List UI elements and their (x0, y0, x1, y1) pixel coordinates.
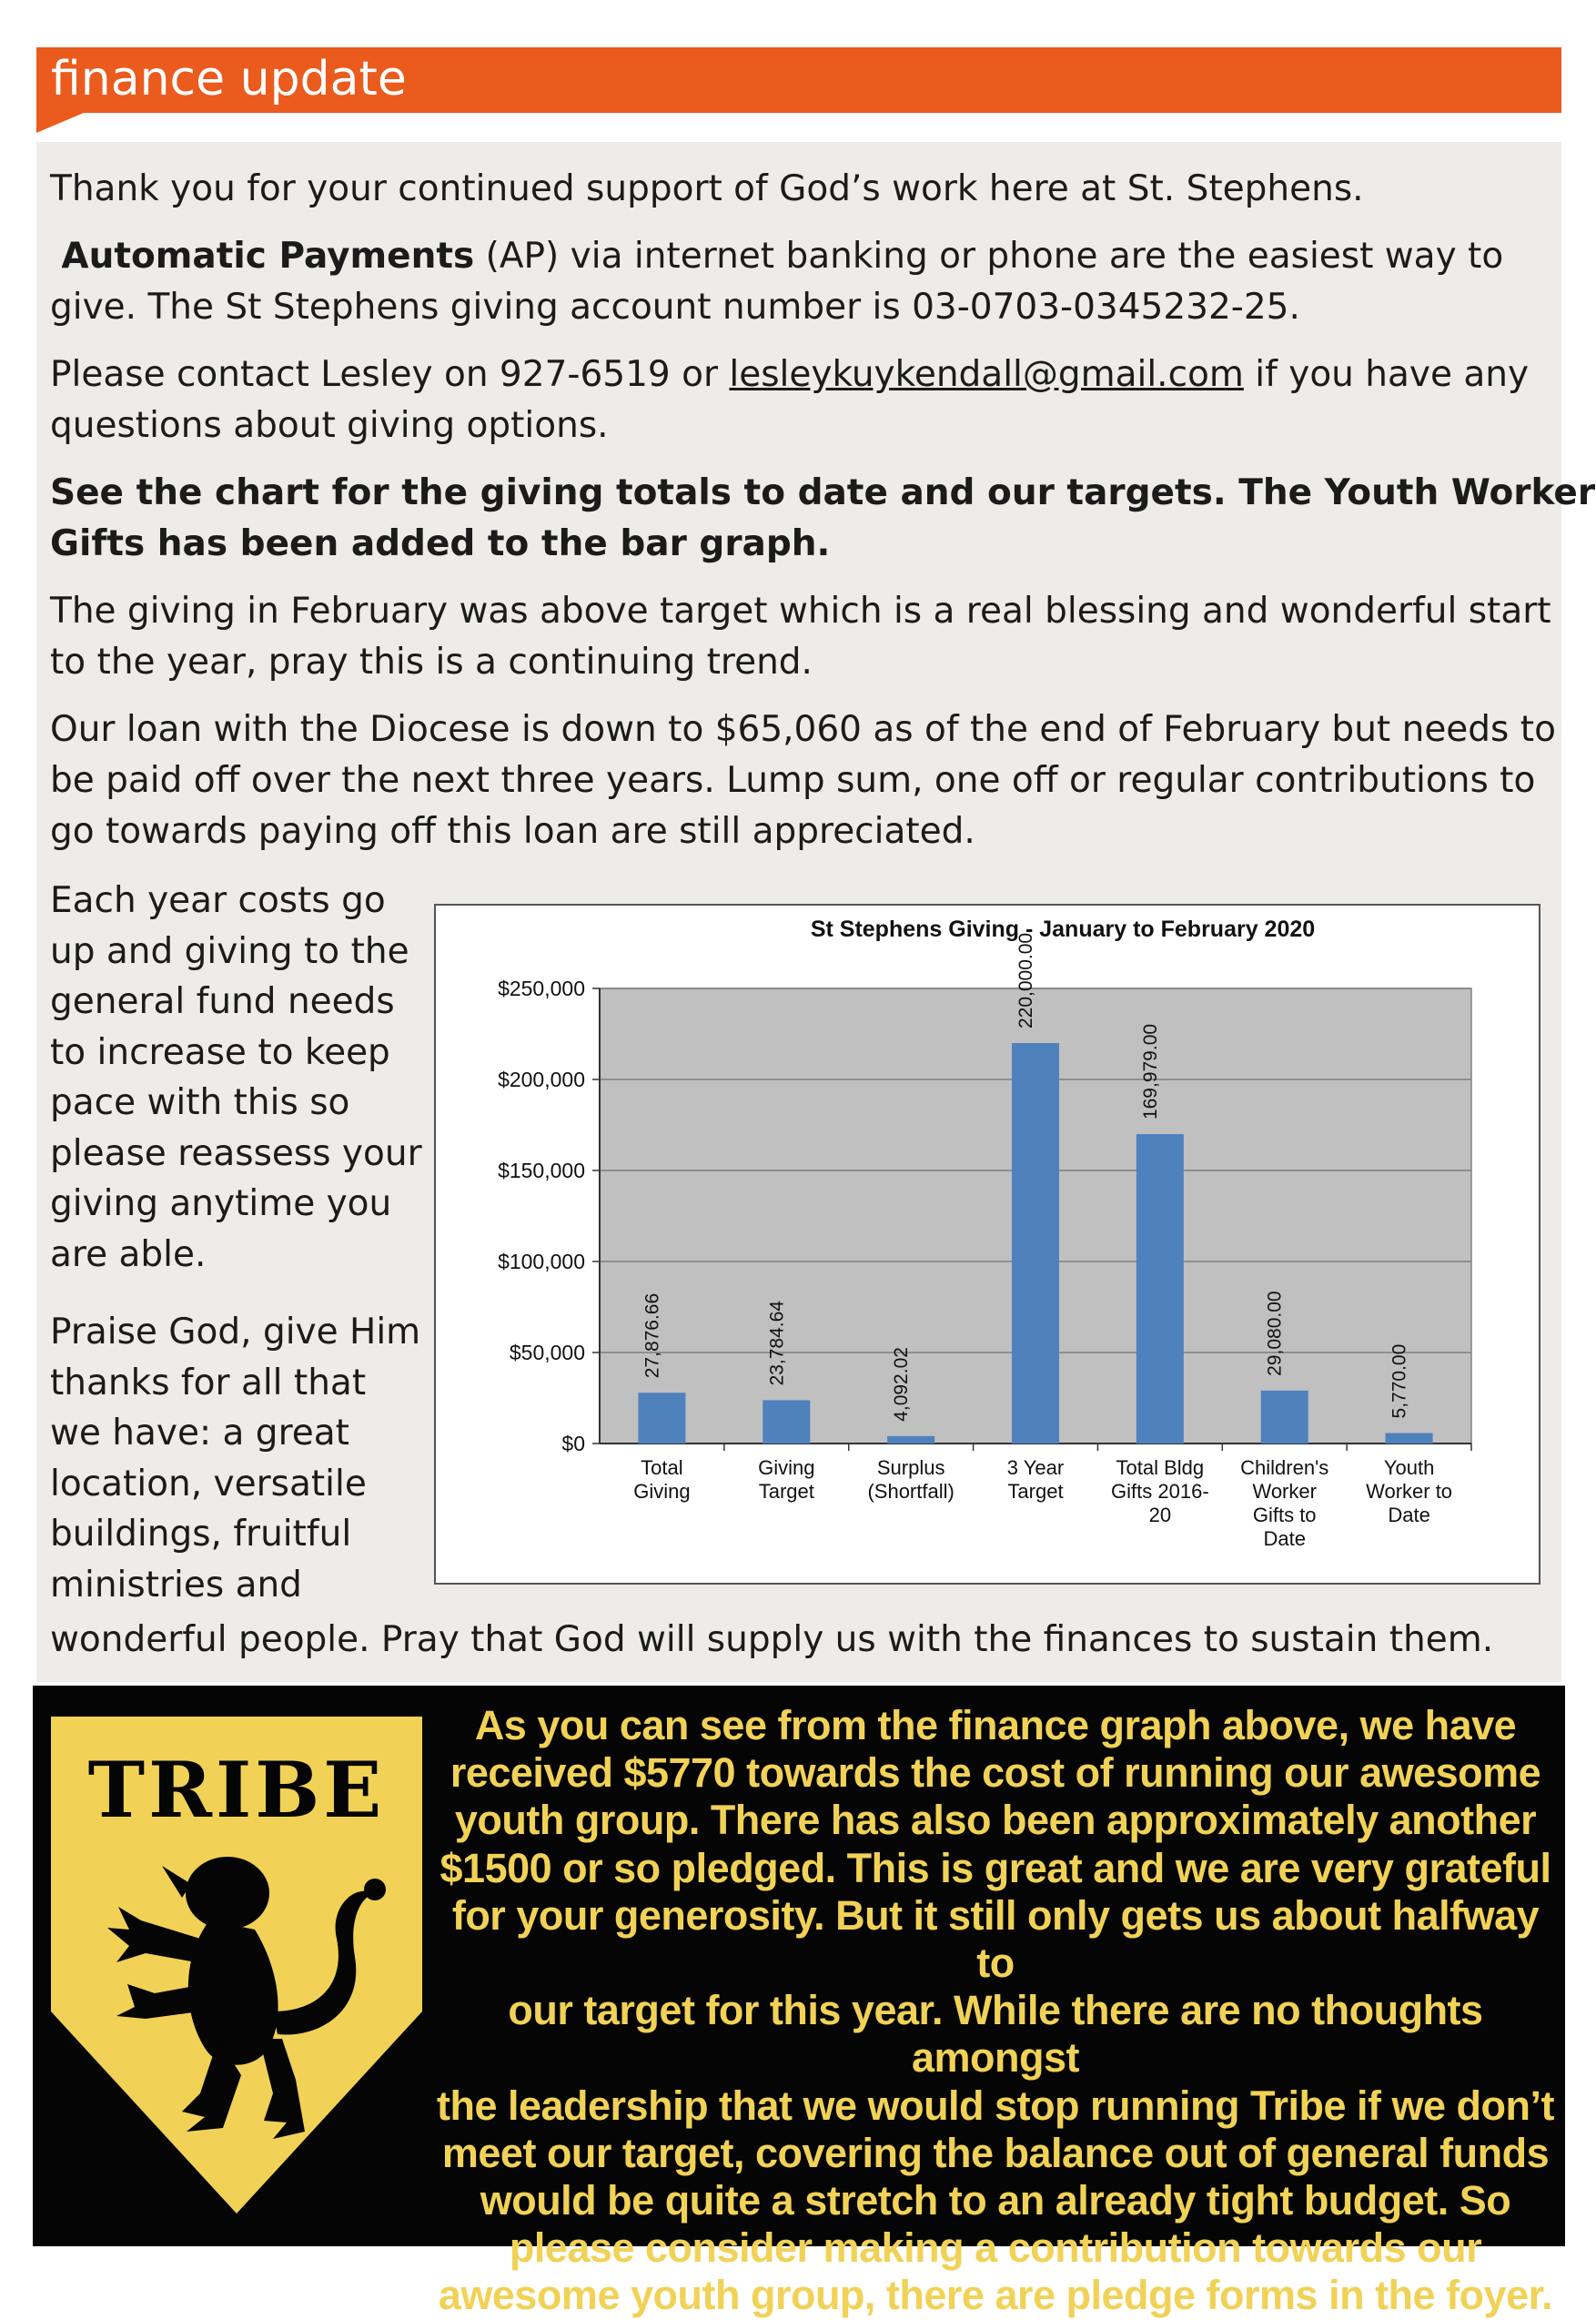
bar (1136, 1134, 1184, 1444)
x-category-label-line: Children's (1240, 1456, 1329, 1479)
bar-value-label: 220,000.00 (1015, 932, 1036, 1028)
thanks-paragraph: Thank you for your continued support of God’s work here at St. Stephens. (50, 168, 1364, 209)
contact-line2: questions about giving options. (50, 405, 609, 446)
section-title: finance update (51, 52, 407, 106)
x-category-label (1366, 1456, 1452, 1526)
giving-chart-svg (436, 906, 1539, 1583)
costs-line: giving anytime you (50, 1183, 392, 1224)
x-category-label-line: Total (641, 1456, 683, 1479)
tribe-line: the leadership that we would stop running Tribe if we don’t (436, 2082, 1555, 2129)
contact-text-start: Please contact Lesley on 927-6519 or (50, 354, 730, 395)
costs-line: general fund needs (50, 981, 395, 1022)
bar-value-label: 5,770.00 (1389, 1343, 1410, 1419)
bar-value-label: 29,080.00 (1264, 1291, 1286, 1376)
x-category-label-line: Date (1388, 1504, 1430, 1526)
praise-paragraph (50, 1307, 432, 1610)
february-giving-line2: to the year, pray this is a continuing trend. (50, 642, 813, 683)
praise-line: thanks for all that (50, 1362, 367, 1403)
x-category-label (1111, 1456, 1209, 1526)
costs-line: up and giving to the (50, 930, 409, 972)
section-header-tab (36, 113, 84, 133)
costs-line: to increase to keep (50, 1031, 390, 1073)
tribe-line: would be quite a stretch to an already tight budget. So (480, 2177, 1511, 2224)
x-category-label-line: Total Bldg (1116, 1456, 1205, 1479)
bar (763, 1400, 810, 1444)
ap-line1: (AP) via internet banking or phone are the easiest way to (474, 236, 1504, 277)
costs-line: pace with this so (50, 1082, 350, 1123)
y-tick-label: $150,000 (498, 1159, 585, 1182)
tribe-line: awesome youth group, there are pledge forms in the foyer. (438, 2272, 1553, 2319)
bar-value-label: 4,092.02 (891, 1347, 913, 1422)
automatic-payments-paragraph (50, 231, 1503, 282)
x-category-label (633, 1456, 690, 1503)
costs-paragraph (50, 876, 432, 1280)
x-category-label-line: Gifts 2016- (1111, 1480, 1209, 1503)
costs-line: are able. (50, 1233, 207, 1275)
bar (1261, 1391, 1308, 1444)
x-category-label-line: 3 Year (1006, 1456, 1065, 1479)
bar (638, 1393, 685, 1444)
x-category-label-line: Target (1007, 1480, 1064, 1503)
tribe-line: meet our target, covering the balance out of general funds (441, 2129, 1550, 2176)
bar (1012, 1043, 1059, 1444)
x-category-label-line: Youth (1383, 1456, 1435, 1479)
tribe-line: received $5770 towards the cost of running our awesome (450, 1749, 1541, 1797)
tribe-line: our target for this year. While there are no thoughts amongst (508, 1987, 1483, 2082)
automatic-payments-label: Automatic Payments (61, 236, 475, 277)
y-tick-label: $200,000 (498, 1068, 585, 1091)
contact-text-end: if you have any (1243, 354, 1530, 395)
loan-line3: go towards paying off this loan are still appreciated. (50, 811, 975, 852)
x-category-label-line: Worker (1252, 1480, 1317, 1503)
tribe-line: for your generosity. But it still only gets us about halfway to (451, 1891, 1540, 1987)
tribe-line: $1500 or so pledged. This is great and we are very grateful (439, 1844, 1551, 1891)
costs-line: please reassess your (50, 1132, 422, 1174)
y-tick-label: $100,000 (498, 1250, 585, 1273)
x-category-label (1007, 1456, 1064, 1503)
february-giving-line1: The giving in February was above target which is a real blessing and wonderful start (50, 591, 1551, 632)
bar (1386, 1433, 1433, 1444)
tribe-shield-logo (45, 1711, 428, 2221)
loan-line2: be paid off over the next three years. Lump sum, one off or regular contributions to (50, 760, 1536, 801)
praise-line: we have: a great (50, 1413, 349, 1454)
tribe-logo-text: TRIBE (87, 1745, 386, 1835)
x-category-label-line: Worker to (1366, 1480, 1453, 1503)
praise-line: Praise God, give Him (50, 1312, 421, 1352)
chart-note-line1: See the chart for the giving totals to date and our targets. The Youth Worker (50, 472, 1596, 513)
bar-value-label: 169,979.00 (1139, 1023, 1161, 1120)
chart-title: St Stephens Giving - January to February 2020 (810, 917, 1316, 942)
praise-line: buildings, fruitful (50, 1514, 352, 1555)
loan-line1: Our loan with the Diocese is down to $65,060 as of the end of February but needs to (50, 709, 1556, 750)
y-tick-label: $50,000 (509, 1341, 585, 1364)
bar (887, 1436, 934, 1444)
costs-line: Each year costs go (50, 880, 386, 921)
x-category-label-line: Giving (758, 1456, 815, 1479)
x-category-label-line: Date (1263, 1527, 1306, 1550)
giving-chart (434, 904, 1540, 1585)
x-category-label (1240, 1456, 1328, 1550)
tribe-message (435, 1702, 1556, 2320)
tribe-line: youth group. There has also been approximately another (454, 1797, 1537, 1844)
x-category-label-line: Gifts to (1252, 1504, 1317, 1526)
contact-paragraph (50, 350, 1529, 400)
bar-value-label: 23,784.64 (766, 1300, 788, 1386)
bar-value-label: 27,876.66 (641, 1292, 663, 1379)
x-category-label-line: Surplus (876, 1456, 945, 1479)
x-category-label-line: Target (758, 1480, 814, 1503)
chart-note-line2: Gifts has been added to the bar graph. (50, 523, 831, 564)
contact-email-link[interactable]: lesleykuykendall@gmail.com (729, 354, 1244, 395)
tribe-line: As you can see from the finance graph above, we have (474, 1702, 1517, 1748)
x-category-label (758, 1456, 814, 1503)
praise-line: location, versatile (50, 1463, 367, 1504)
y-tick-label: $250,000 (498, 977, 585, 1000)
account-number-line: give. The St Stephens giving account number is 03-0703-0345232-25. (50, 287, 1300, 328)
closing-line: wonderful people. Pray that God will supply us with the finances to sustain them. (50, 1619, 1494, 1660)
praise-line: ministries and (50, 1564, 302, 1606)
x-category-label-line: 20 (1148, 1504, 1172, 1526)
y-tick-label: $0 (561, 1432, 585, 1455)
x-category-label (867, 1456, 954, 1503)
x-category-label-line: Giving (633, 1480, 691, 1503)
x-category-label-line: (Shortfall) (867, 1480, 955, 1503)
tribe-line: please consider making a contribution towards our (509, 2224, 1482, 2272)
